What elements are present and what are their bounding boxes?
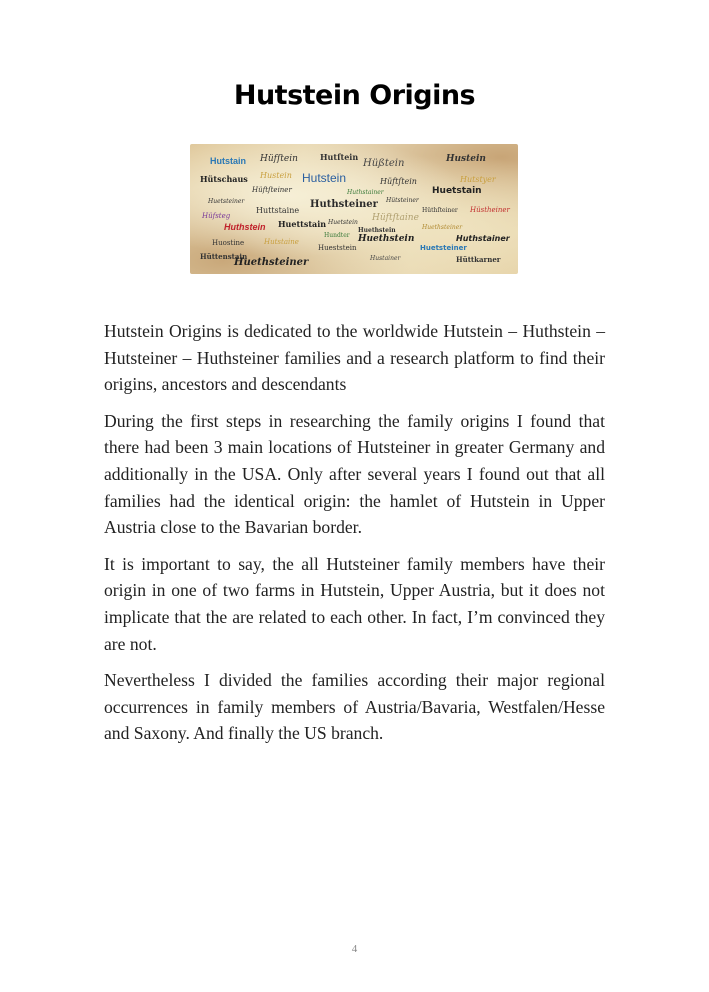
banner-word: Hutstain (210, 156, 246, 166)
banner-word: Huetstain (432, 186, 482, 196)
banner-word: Hütschaus (200, 174, 248, 184)
banner-word: Huostine (212, 239, 245, 247)
body-text (104, 318, 605, 757)
banner-word: Hueststein (318, 244, 357, 252)
banner-word: Hüftſteiner (252, 186, 292, 194)
banner-word: Hüfsteg (202, 212, 231, 220)
banner-word: Hutstaine (264, 238, 299, 246)
banner-word: Hundter (324, 232, 350, 239)
banner-word: Hüthſteiner (422, 207, 458, 214)
page-number: 4 (351, 943, 358, 955)
banner-word: Hustein (446, 154, 486, 164)
banner-word: Hütsteiner (386, 197, 419, 204)
banner-word: Hustein (260, 171, 292, 180)
banner-word: Hutstein (302, 171, 347, 185)
banner-word: Hüftſtein (380, 177, 417, 186)
banner-word: Hüttenstain (200, 252, 248, 261)
banner-word: Huethsteiner (234, 257, 309, 268)
banner-word: Huthstein (224, 222, 266, 232)
banner-word: Hustainer (370, 255, 401, 262)
banner-word: Huthsteiner (310, 199, 378, 210)
banner-word: Huetsteiner (420, 244, 467, 252)
banner-word: Huthstainer (456, 234, 510, 243)
hutstein-name-variants-banner (190, 144, 518, 274)
paragraph-intro: Hutstein Origins is dedicated to the worldwide Hutstein – Huthstein – Hutsteiner – Huthsteiner families and a research platform to find their origins, ancestors and descendants (104, 321, 605, 395)
paragraph-research: During the first steps in researching the family origins I found that there had been 3 main locations of Hutsteiner in greater Germany and additionally in the USA. Only after several years I found out that all families had the identical origin: the hamlet of Hutstein in Upper Austria close to the Bavarian border. (104, 410, 605, 538)
banner-word: Huettstain (278, 219, 327, 229)
banner-word: Huetstein (328, 219, 358, 226)
banner-word: Huethsteiner (422, 224, 463, 231)
banner-word: Hüttkarner (456, 255, 501, 264)
banner-word: Hüßtein (363, 158, 405, 169)
banner-word: Hutſtein (320, 152, 359, 162)
banner-word: Hüftſtaine (372, 213, 419, 223)
banner-word: Huthstainer (347, 189, 384, 196)
banner-word: Huttstaine (256, 206, 300, 215)
banner-word: Huetsteiner (208, 198, 245, 205)
paragraph-origin-farms: It is important to say, the all Hutsteiner family members have their origin in one of two farms in Hutstein, Upper Austria, but it does not implicate that the are related to each other. In fact, I’m convinced they are not. (104, 553, 605, 654)
banner-word-cloud (190, 144, 518, 274)
banner-word: Hutstyer (460, 175, 496, 184)
paragraph-regions: Nevertheless I divided the families according their major regional occurrences in family members of Austria/Bavaria, Westfalen/Hesse and Saxony. And finally the US branch. (104, 670, 605, 744)
page-title: Hutstein Origins (233, 80, 476, 111)
banner-word: Huethstein (358, 227, 396, 234)
banner-word: Hüstheiner (470, 206, 510, 214)
banner-word: Hüfſtein (260, 154, 298, 164)
banner-word: Huethstein (358, 234, 415, 244)
